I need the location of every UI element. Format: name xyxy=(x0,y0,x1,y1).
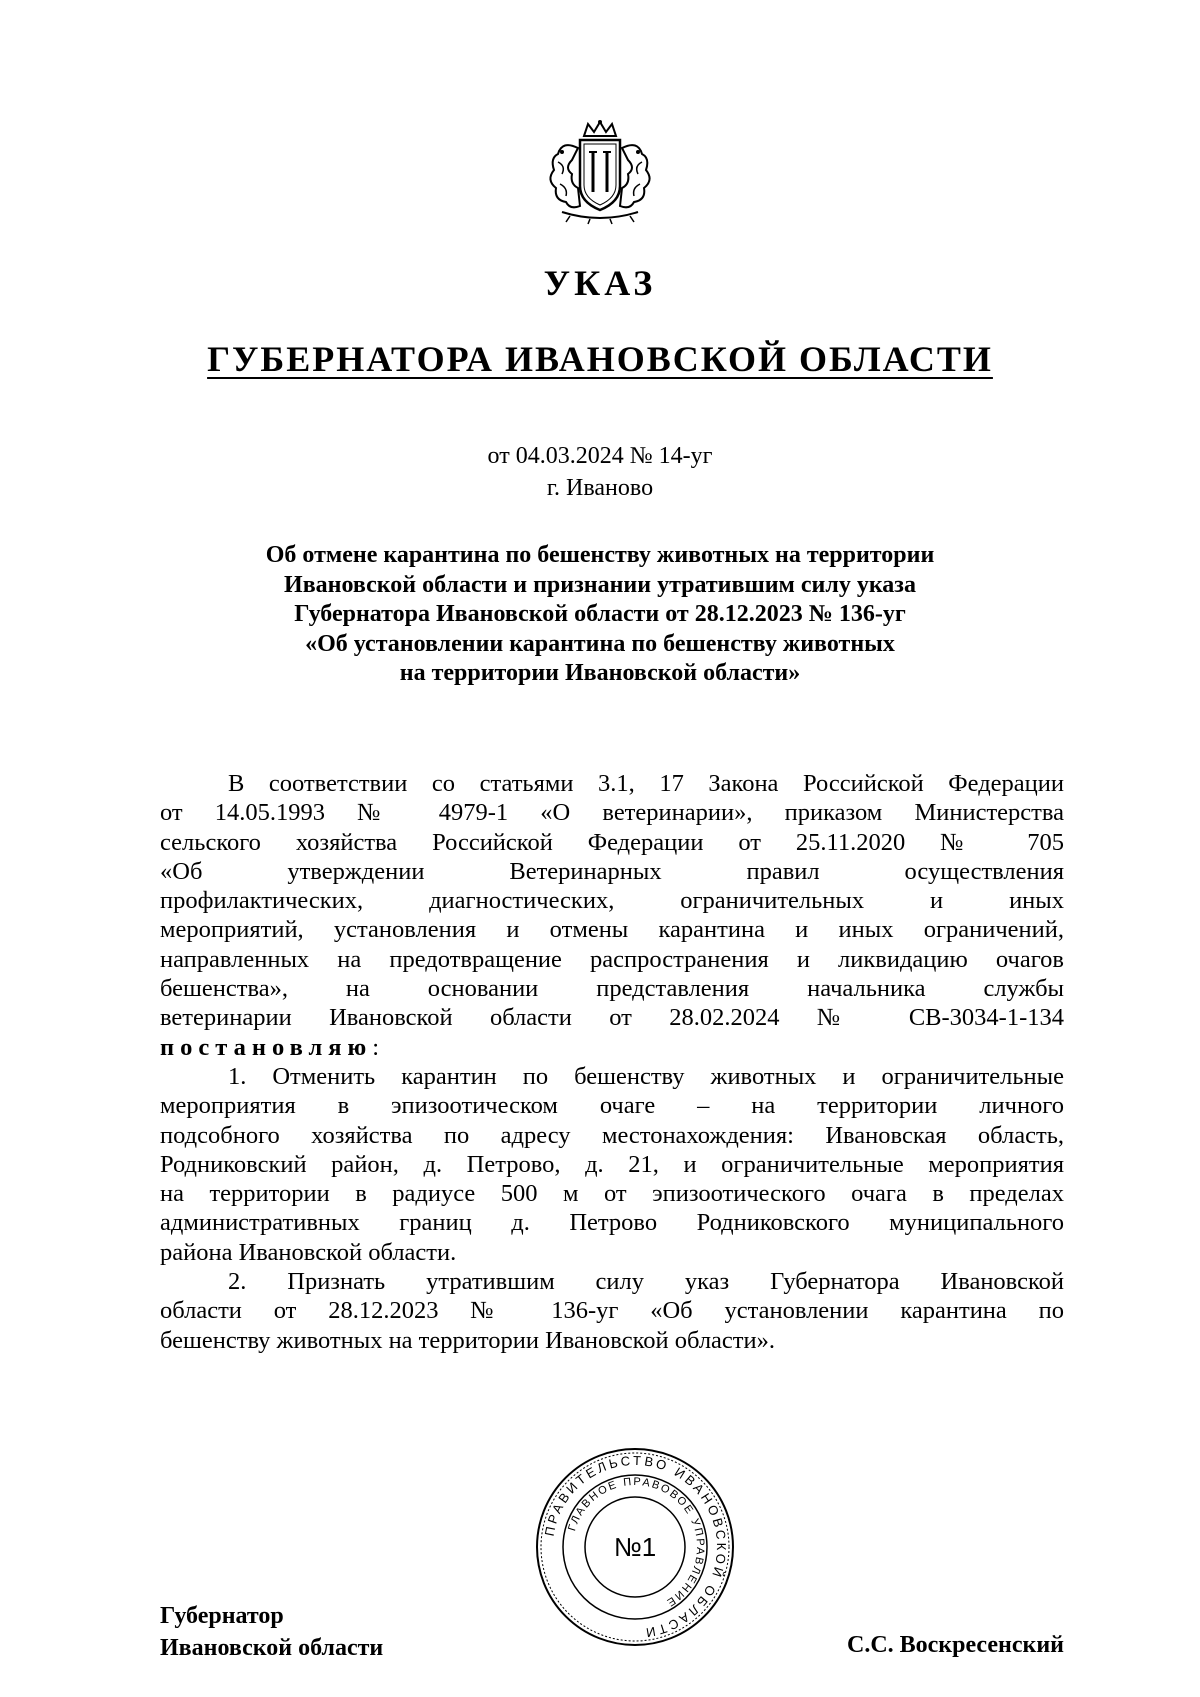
coat-of-arms-emblem xyxy=(540,118,660,226)
body-line: профилактических, диагностических, ограничительных и иных xyxy=(160,887,1064,915)
issuer-title: ГУБЕРНАТОРА ИВАНОВСКОЙ ОБЛАСТИ xyxy=(207,339,993,379)
body-line: административных границ д. Петрово Родниковского муниципального xyxy=(160,1209,1064,1237)
heading-line: Губернатора Ивановской области от 28.12.2023 № 136-уг xyxy=(294,601,906,627)
body-line: 2. Признать утратившим силу указ Губернатора Ивановской xyxy=(228,1268,1064,1296)
body-line: подсобного хозяйства по адресу местонахождения: Ивановская область, xyxy=(160,1121,1064,1149)
resolve-word: постановляю xyxy=(160,1033,373,1061)
heading-line: на территории Ивановской области» xyxy=(399,660,801,686)
body-line: бешенства», на основании представления начальника службы xyxy=(160,975,1064,1003)
signatory-title-line: Ивановской области xyxy=(160,1635,384,1661)
body-line: направленных на предотвращение распространения и ликвидацию очагов xyxy=(160,945,1064,973)
heading-line: Ивановской области и признании утратившим силу указа xyxy=(284,571,916,598)
body-line: мероприятий, установления и отмены карантина и иных ограничений, xyxy=(160,916,1064,944)
stamp-center-text: №1 xyxy=(613,1532,657,1562)
body-line: сельского хозяйства Российской Федерации от 25.11.2020 № 705 xyxy=(160,828,1064,856)
body-line: В соответствии со статьями 3.1, 17 Закона Российской Федерации xyxy=(228,770,1064,797)
body-line: 1. Отменить карантин по бешенству животных и ограничительные xyxy=(228,1062,1064,1090)
heading-line: Об отмене карантина по бешенству животных на территории xyxy=(265,542,935,568)
document-type-title: УКАЗ xyxy=(543,263,657,303)
date-and-number: от 04.03.2024 № 14-уг xyxy=(487,443,713,469)
body-line: на территории в радиусе 500 м от эпизоотического очага в пределах xyxy=(160,1180,1064,1208)
heading-line: «Об установлении карантина по бешенству животных xyxy=(305,630,895,657)
body-line: района Ивановской области. xyxy=(160,1238,457,1266)
signatory-position xyxy=(160,1600,383,1664)
body-line: от 14.05.1993 № 4979-1 «О ветеринарии», приказом Министерства xyxy=(160,799,1064,827)
signatory-name: С.С. Воскресенский xyxy=(846,1632,1064,1658)
stamp-outer-text: ПРАВИТЕЛЬСТВО ИВАНОВСКОЙ ОБЛАСТИ xyxy=(541,1452,730,1641)
decree-body xyxy=(160,769,1064,1355)
decree-heading xyxy=(160,541,1040,689)
signatory-title-line: Губернатор xyxy=(160,1603,284,1629)
official-stamp xyxy=(530,1442,740,1652)
body-line: ветеринарии Ивановской области от 28.02.2024 № СВ-3034-1-134 xyxy=(160,1004,1064,1032)
preamble-paragraph xyxy=(160,769,1064,1062)
body-line: мероприятия в эпизоотическом очаге – на территории личного xyxy=(160,1092,1064,1120)
stamp-inner-text: ГЛАВНОЕ ПРАВОВОЕ УПРАВЛЕНИЕ xyxy=(566,1475,707,1610)
resolve-line xyxy=(160,1033,1064,1062)
item-1-paragraph xyxy=(160,1062,1064,1267)
resolve-colon: : xyxy=(372,1033,380,1061)
item-2-paragraph xyxy=(160,1267,1064,1355)
body-line: бешенству животных на территории Ивановской области». xyxy=(160,1326,776,1354)
body-line: Родниковский район, д. Петрово, д. 21, и ограничительные мероприятия xyxy=(160,1150,1064,1178)
body-line: области от 28.12.2023 № 136-уг «Об установлении карантина по xyxy=(160,1297,1064,1325)
body-line: «Об утверждении Ветеринарных правил осуществления xyxy=(160,857,1064,885)
city: г. Иваново xyxy=(546,475,654,501)
